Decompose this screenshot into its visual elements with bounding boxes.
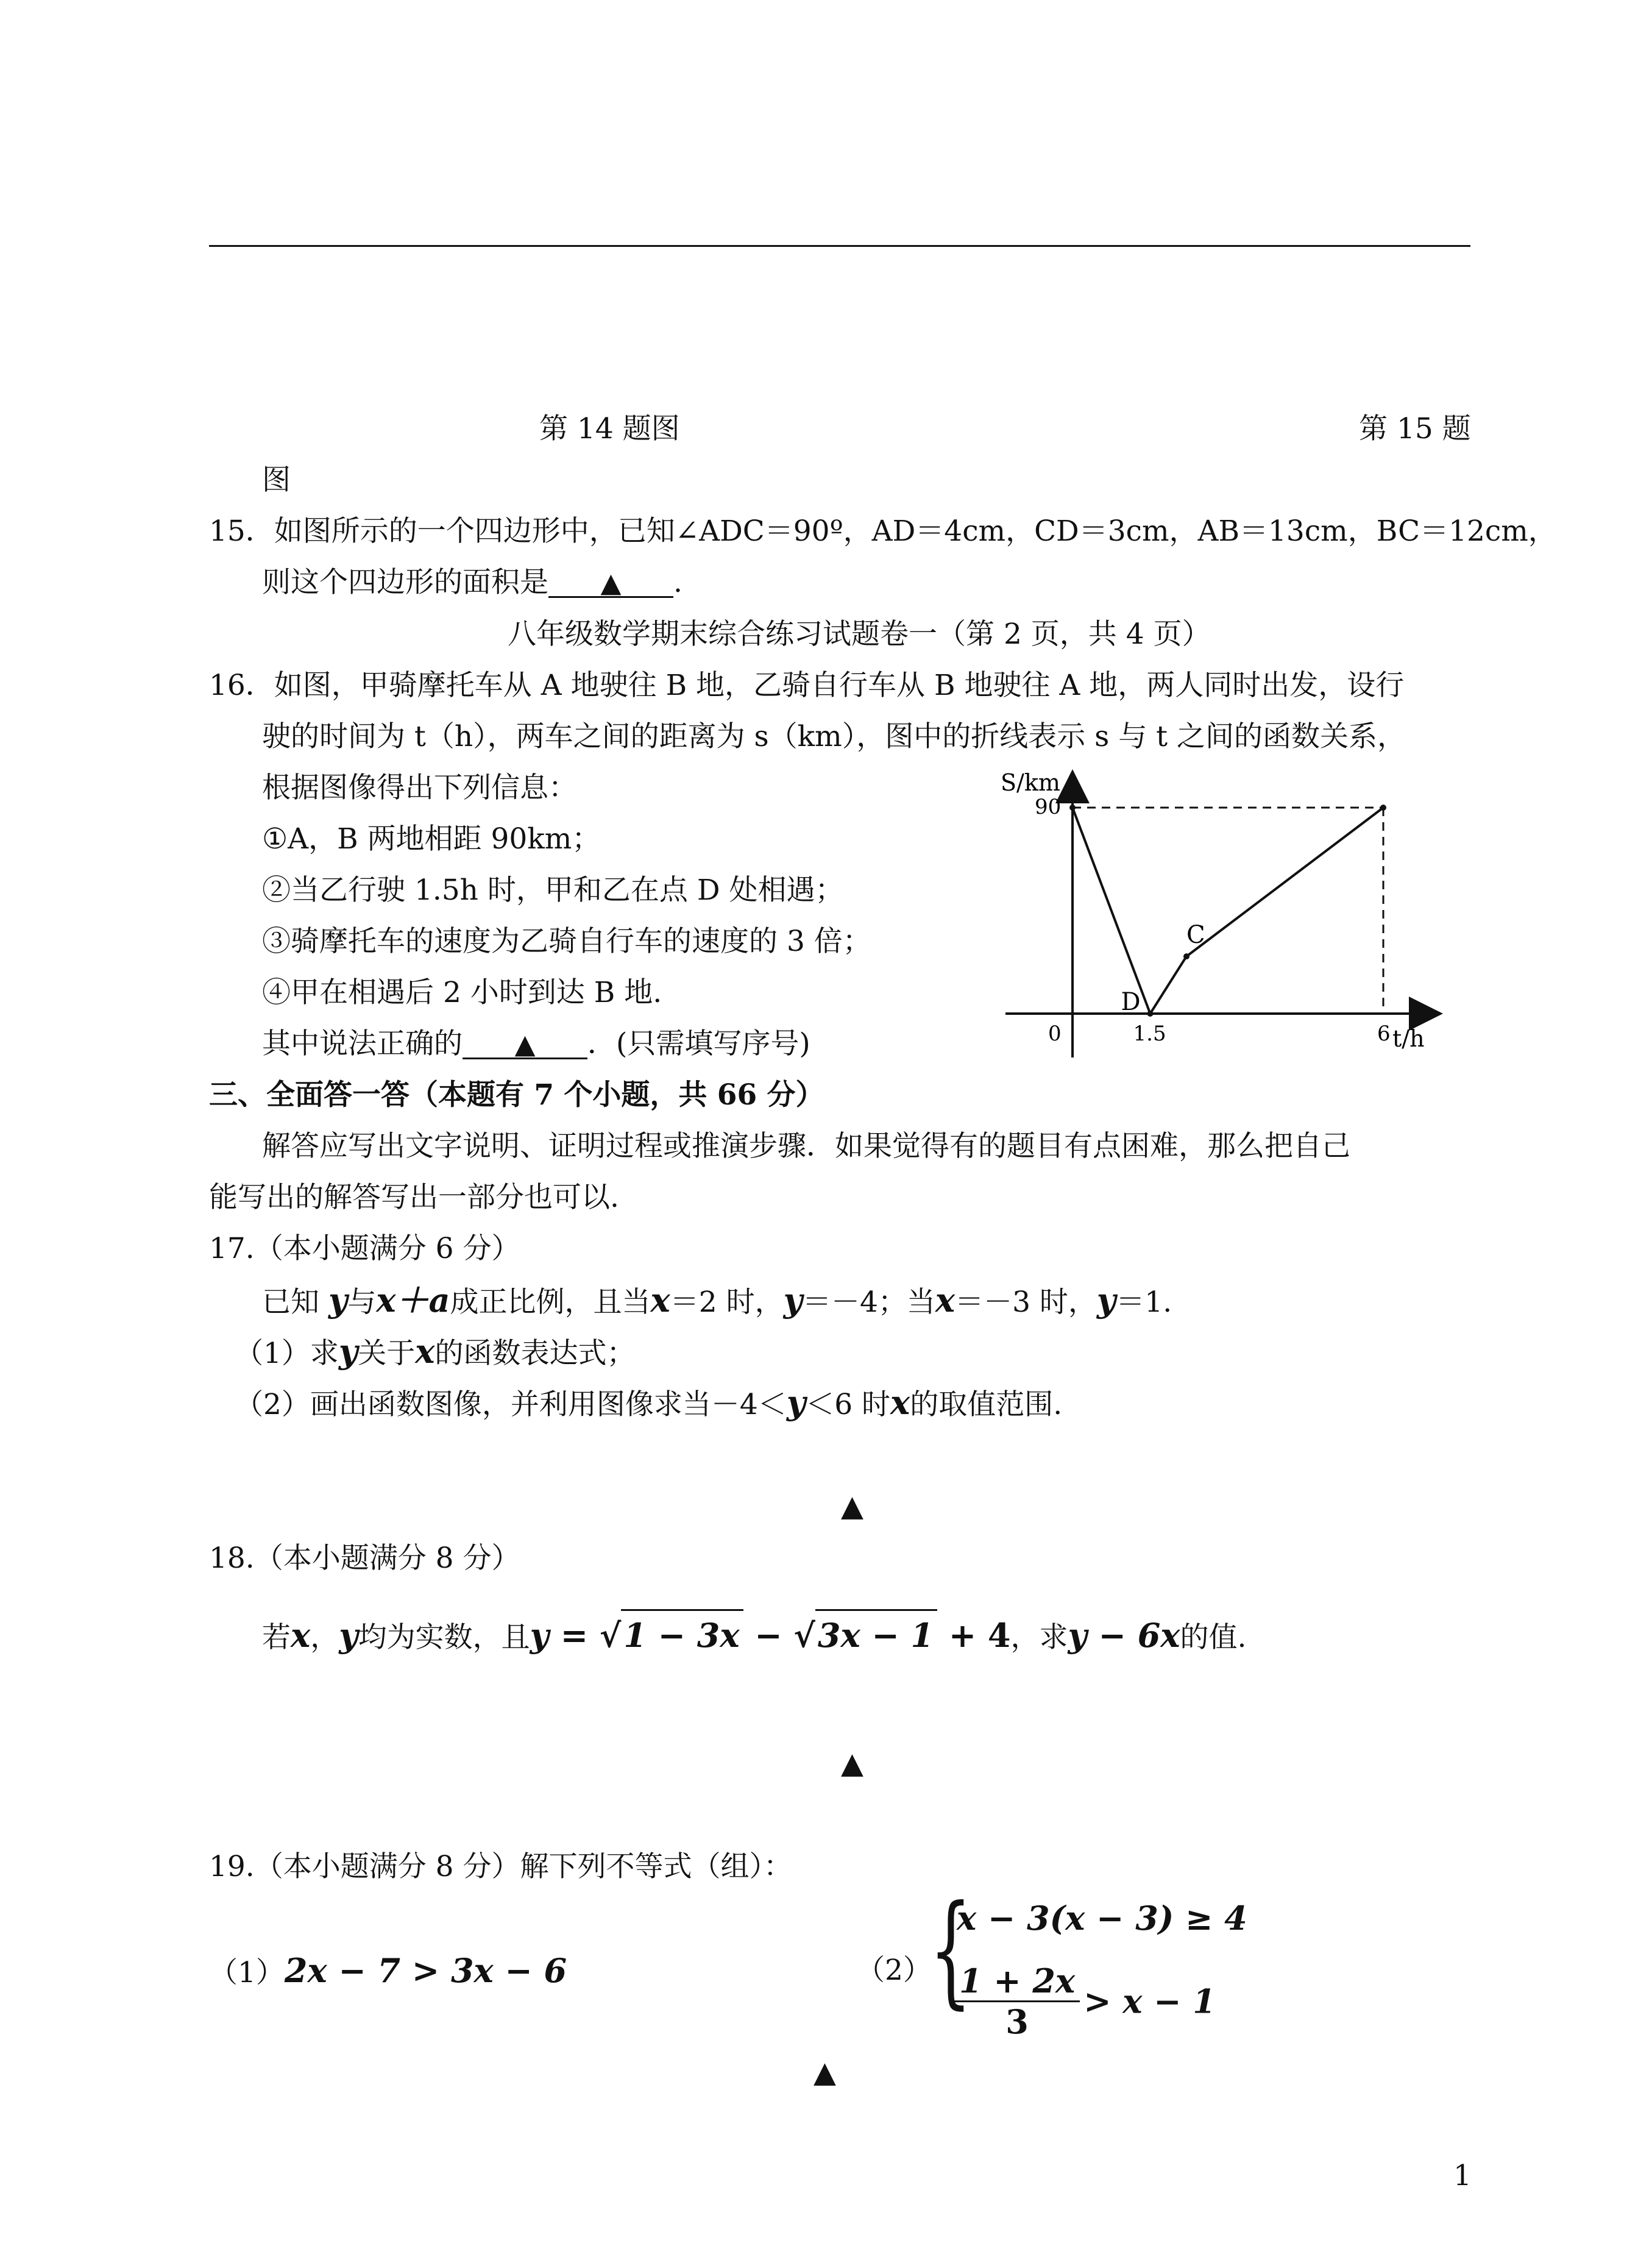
series-segment: [1150, 956, 1187, 1014]
x-tick-label: 6: [1377, 1022, 1391, 1046]
fraction-1-plus-2x-over-3: [954, 1961, 1080, 2041]
text: 若: [262, 1621, 291, 1654]
q16-answer-line: [262, 1026, 810, 1062]
q16-item-2: ②当乙行驶 1.5h 时，甲和乙在点 D 处相遇；: [262, 873, 844, 907]
radicand: 3x − 1: [815, 1609, 937, 1660]
q17-sub2: [235, 1384, 1062, 1423]
q16-line1: 16．如图，甲骑摩托车从 A 地驶往 B 地，乙骑自行车从 B 地驶往 A 地，两人同时出发，设行: [209, 669, 1405, 702]
equals-sign: =: [548, 1616, 600, 1655]
q18-stem: [262, 1609, 1246, 1662]
y-tick-label: 90: [1035, 795, 1062, 819]
text: （1）求: [235, 1337, 339, 1370]
text: ＝－4；当: [802, 1285, 935, 1319]
var-y: y: [338, 1332, 358, 1371]
radicand: 1 − 3x: [621, 1609, 743, 1660]
q19-sub2-line1: [957, 1897, 1247, 1948]
section-3-intro-line2: 能写出的解答写出一部分也可以.: [209, 1181, 619, 1214]
q16-item-1: ①A，B 两地相距 90km；: [262, 822, 601, 856]
inequality-1: 2x − 7 > 3x − 6: [284, 1951, 567, 1990]
text: 关于: [358, 1337, 416, 1370]
var-x: x: [650, 1281, 670, 1320]
section-3-heading: 三、全面答一答（本题有 7 个小题，共 66 分）: [209, 1078, 824, 1112]
var-x: x: [890, 1383, 910, 1422]
numerator: 1 + 2x: [954, 1961, 1080, 2002]
x-axis-label: t/h: [1392, 1025, 1425, 1052]
var-y: y: [1096, 1281, 1116, 1320]
radical-icon: √: [793, 1616, 815, 1655]
y-axis-label: S/km: [1001, 769, 1060, 796]
q17-sub1: [235, 1333, 636, 1372]
sqrt-3x-minus-1: [793, 1609, 937, 1662]
chart-layer: [1035, 795, 1391, 1046]
minus-sign: −: [743, 1616, 794, 1655]
text: （1）: [209, 1956, 285, 1989]
page-footer: 八年级数学期末综合练习试题卷一（第 2 页，共 4 页）: [508, 617, 1211, 651]
text: 的取值范围.: [910, 1388, 1063, 1421]
page-number: 1: [1453, 2159, 1472, 2192]
answer-triangle-icon: ▲: [514, 1029, 536, 1060]
figure-14-caption: 第 14 题图: [539, 412, 680, 446]
var-x: x: [291, 1616, 311, 1655]
text: 的函数表达式；: [434, 1337, 636, 1370]
q16-line3: 根据图像得出下列信息：: [262, 771, 577, 805]
q19-sub1: [209, 1949, 567, 1994]
var-x: x: [415, 1332, 435, 1371]
var-y: y: [339, 1616, 358, 1655]
answer-triangle-icon: ▲: [600, 567, 622, 599]
text: ＝2 时，: [670, 1285, 784, 1319]
text: ，: [310, 1621, 339, 1654]
q16-item-3: ③骑摩托车的速度为乙骑自行车的速度的 3 倍；: [262, 925, 871, 958]
q19-heading: 19.（本小题满分 8 分）解下列不等式（组）：: [209, 1850, 793, 1883]
q19-answer-triangle-icon: ▲: [814, 2055, 836, 2089]
point-label-d: D: [1121, 988, 1141, 1016]
system-brace-icon: {: [929, 1879, 972, 2021]
expr-y-minus-6x: y − 6x: [1068, 1616, 1180, 1655]
var-x: x: [935, 1281, 956, 1320]
q15-period: .: [673, 566, 682, 599]
figure-15-caption: 第 15 题: [1359, 412, 1471, 446]
text: ，求: [1010, 1621, 1068, 1654]
inequality-2b-rhs: > x − 1: [1083, 1982, 1216, 2021]
point-label-c: C: [1186, 921, 1205, 950]
q15-prompt: 则这个四边形的面积是: [262, 566, 548, 599]
q17-answer-triangle-icon: ▲: [841, 1489, 863, 1523]
text: ＝1.: [1116, 1285, 1172, 1319]
q16-item-4: ④甲在相遇后 2 小时到达 B 地.: [262, 976, 662, 1009]
radical-icon: √: [599, 1616, 622, 1655]
series-segment: [1072, 808, 1150, 1014]
q17-stem: [262, 1282, 1172, 1321]
section-3-intro-line1: 解答应写出文字说明、证明过程或推演步骤．如果觉得有的题目有点困难，那么把自己: [262, 1129, 1350, 1163]
q16-answer-blank[interactable]: [463, 1026, 587, 1059]
denominator: 3: [1005, 2002, 1029, 2041]
q15-answer-blank[interactable]: [548, 564, 673, 598]
data-point: [1183, 953, 1190, 959]
text: 的值.: [1180, 1621, 1247, 1654]
var-y: y: [786, 1383, 806, 1422]
text: 均为实数，且: [358, 1621, 530, 1654]
q18-heading: 18.（本小题满分 8 分）: [209, 1541, 520, 1575]
data-point: [1147, 1011, 1154, 1017]
q19-sub2-line2: [951, 1961, 1216, 2041]
text: 已知: [262, 1285, 319, 1319]
var-y: y: [530, 1616, 549, 1655]
figure-15-caption-wrap: 图: [262, 463, 291, 497]
text: 成正比例，且当: [450, 1285, 651, 1319]
inequality-2a: x − 3(x − 3) ≥ 4: [957, 1899, 1247, 1938]
plus-four: + 4: [937, 1616, 1011, 1655]
var-y: y: [328, 1281, 348, 1320]
q16-prompt: 其中说法正确的: [262, 1027, 463, 1061]
q16-distance-time-graph: [987, 765, 1450, 1082]
sqrt-1-minus-3x: [600, 1609, 743, 1662]
data-point: [1380, 805, 1386, 811]
data-point: [1069, 805, 1076, 811]
x-tick-label: 1.5: [1133, 1022, 1166, 1046]
text: ＜6 时: [806, 1388, 891, 1421]
series-segment: [1186, 808, 1383, 956]
origin-label: 0: [1048, 1022, 1062, 1046]
text: 与: [347, 1285, 377, 1319]
q16-line2: 驶的时间为 t（h），两车之间的距离为 s（km），图中的折线表示 s 与 t 之间的函数关系，: [262, 720, 1406, 753]
q15-line1: 15．如图所示的一个四边形中，已知∠ADC＝90º，AD＝4cm，CD＝3cm，AB＝13cm，BC＝12cm，: [209, 514, 1557, 548]
q17-heading: 17.（本小题满分 6 分）: [209, 1232, 520, 1265]
text: ＝－3 时，: [955, 1285, 1097, 1319]
q16-hint: ．(只需填写序号): [587, 1027, 810, 1061]
var-y: y: [783, 1281, 803, 1320]
header-rule: [209, 245, 1470, 247]
text: （2）画出函数图像，并利用图像求当－4＜: [235, 1388, 787, 1421]
q18-answer-triangle-icon: ▲: [841, 1746, 863, 1780]
expr-x-plus-a: x＋a: [376, 1281, 450, 1320]
q19-sub2-label: （2）: [856, 1953, 932, 1987]
q15-line2: [262, 564, 682, 601]
